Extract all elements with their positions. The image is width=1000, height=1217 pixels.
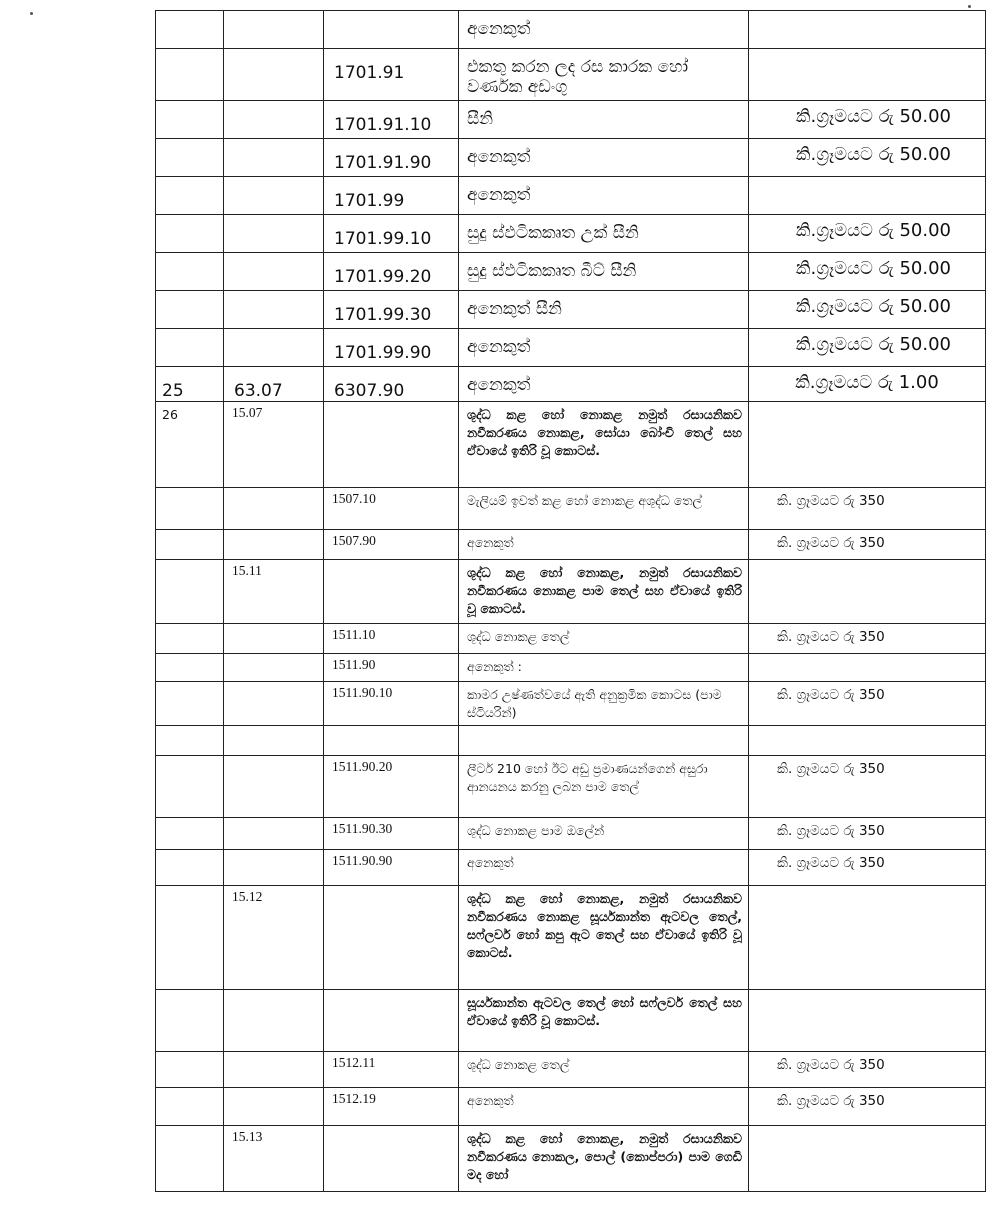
tariff-table [155,10,986,1192]
item-number-cell [156,329,224,367]
scan-speck [30,12,33,15]
duty-rate-cell [749,886,986,990]
table-row [156,177,986,215]
hs-heading-cell: 15.11 [224,560,324,624]
table-row [156,818,986,850]
hs-code-cell: 1511.90.90 [324,850,459,886]
hs-code-cell [324,990,459,1052]
item-number-cell [156,291,224,329]
duty-rate-cell: කි.ග්‍රෑමයට රු 50.00 [749,291,986,329]
item-number-cell [156,139,224,177]
hs-heading-cell [224,11,324,49]
item-number-cell [156,1088,224,1126]
duty-rate-cell: කි.ග්‍රෑමයට රු 1.00 [749,367,986,402]
table-row [156,850,986,886]
hs-heading-cell: 15.07 [224,402,324,488]
hs-code-cell: 1507.90 [324,530,459,560]
hs-code-cell: 1507.10 [324,488,459,530]
duty-rate-cell: කි. ග්‍රෑමයට රු 350 [749,1052,986,1088]
duty-rate-cell: කි. ග්‍රෑමයට රු 350 [749,488,986,530]
hs-heading-cell: 15.13 [224,1126,324,1192]
item-number-cell [156,1126,224,1192]
duty-rate-cell [749,1126,986,1192]
table-row [156,291,986,329]
description-cell: ලීටර් 210 හෝ ඊට අඩු ප්‍රමාණයන්ගෙන් අසුරා ආනයනය කරනු ලබන පාම තෙල් [459,756,749,818]
hs-heading-cell [224,654,324,682]
table-row [156,756,986,818]
description-cell: අනෙකුත් [459,850,749,886]
hs-heading-cell [224,624,324,654]
duty-rate-cell: කි.ග්‍රෑමයට රු 50.00 [749,253,986,291]
description-cell [459,726,749,756]
hs-code-cell: 6307.90 [324,367,459,402]
hs-heading-cell [224,726,324,756]
description-cell: සුදු ස්ඵටිකකෘත බීට් සීනි [459,253,749,291]
hs-code-cell [324,726,459,756]
description-cell: අනෙකුත් : [459,654,749,682]
duty-rate-cell: කි.ග්‍රෑමයට රු 50.00 [749,101,986,139]
table-row [156,726,986,756]
table-row [156,530,986,560]
duty-rate-cell [749,11,986,49]
description-cell: සුදු ස්ඵටිකකෘත උක් සීනි [459,215,749,253]
duty-rate-cell: කි. ග්‍රෑමයට රු 350 [749,1088,986,1126]
description-cell: කාමර උෂ්ණත්වයේ ඇති අනුක්‍රමික කොටස (පාම ස්ටියරින්) [459,682,749,726]
table-row [156,682,986,726]
duty-rate-cell: කි. ග්‍රෑමයට රු 350 [749,624,986,654]
item-number-cell [156,1052,224,1088]
description-cell: අනෙකුත් සීනි [459,291,749,329]
duty-rate-cell: කි. ග්‍රෑමයට රු 350 [749,530,986,560]
description-cell: ශුද්ධ කළ හෝ නොකළ, නමුත් රසායනිකව නවීකරණය නොකළ සූර්යකාන්ත ඇටවල තෙල්, සෆ්ලවර් හෝ කපු ඇට තෙල් සහ ඒවායේ ඉතිරි වූ කොටස්. [459,886,749,990]
hs-code-cell: 1701.99.20 [324,253,459,291]
description-cell: අනෙකුත් [459,367,749,402]
description-cell: අනෙකුත් [459,11,749,49]
duty-rate-cell [749,560,986,624]
table-row [156,990,986,1052]
item-number-cell: 26 [156,402,224,488]
hs-code-cell: 1511.10 [324,624,459,654]
description-cell: අනෙකුත් [459,177,749,215]
item-number-cell [156,756,224,818]
description-cell: අනෙකුත් [459,530,749,560]
hs-heading-cell [224,49,324,101]
hs-heading-cell [224,329,324,367]
item-number-cell: 25 [156,367,224,402]
duty-rate-cell: කි.ග්‍රෑමයට රු 50.00 [749,329,986,367]
description-cell: අනෙකුත් [459,1088,749,1126]
item-number-cell [156,726,224,756]
table-row [156,329,986,367]
description-cell: ශුද්ධ නොකළ තෙල් [459,1052,749,1088]
table-row [156,624,986,654]
hs-heading-cell [224,488,324,530]
item-number-cell [156,177,224,215]
duty-rate-cell [749,402,986,488]
hs-heading-cell [224,139,324,177]
description-cell: ශුද්ධ නොකළ පාම ඔලේන් [459,818,749,850]
hs-code-cell: 1701.99.10 [324,215,459,253]
scan-speck [968,5,971,8]
item-number-cell [156,850,224,886]
table-row [156,1126,986,1192]
hs-heading-cell [224,101,324,139]
hs-code-cell [324,11,459,49]
item-number-cell [156,253,224,291]
table-row [156,654,986,682]
duty-rate-cell [749,654,986,682]
duty-rate-cell [749,49,986,101]
hs-code-cell: 1512.19 [324,1088,459,1126]
item-number-cell [156,101,224,139]
table-row [156,367,986,402]
hs-code-cell: 1511.90.30 [324,818,459,850]
hs-code-cell: 1512.11 [324,1052,459,1088]
hs-heading-cell: 15.12 [224,886,324,990]
item-number-cell [156,990,224,1052]
description-cell: මැලියම් ඉවත් කළ හෝ නොකළ අශුද්ධ තෙල් [459,488,749,530]
table-row [156,49,986,101]
description-cell: ශුද්ධ කළ හෝ නොකළ නමුත් රසායනිකව නවීකරණය නොකළ, සෝයා බෝංචි තෙල් සහ ඒවායේ ඉතිරි වූ කොටස්. [459,402,749,488]
hs-heading-cell [224,215,324,253]
hs-code-cell: 1511.90 [324,654,459,682]
item-number-cell [156,530,224,560]
duty-rate-cell: කි. ග්‍රෑමයට රු 350 [749,756,986,818]
hs-heading-cell [224,990,324,1052]
hs-code-cell [324,560,459,624]
description-cell: එකතු කරන ලද රස කාරක හෝ වර්ණක අඩංගු [459,49,749,101]
hs-heading-cell [224,530,324,560]
hs-heading-cell [224,756,324,818]
description-cell: සීනි [459,101,749,139]
table-row [156,101,986,139]
table-row [156,1088,986,1126]
item-number-cell [156,886,224,990]
tariff-table-body [156,11,986,1192]
hs-heading-cell [224,1052,324,1088]
hs-code-cell: 1701.99.30 [324,291,459,329]
duty-rate-cell [749,177,986,215]
hs-heading-cell [224,850,324,886]
hs-heading-cell: 63.07 [224,367,324,402]
description-cell: ශුද්ධ කළ හෝ නොකළ, නමුත් රසායනිකව නවීකරණය නොකල, පොල් (කොප්පරා) පාම ගෙඩි මද හෝ [459,1126,749,1192]
description-cell: ශුද්ධ කළ හෝ නොකළ, නමුත් රසායනිකව නවීකරණය නොකළ පාම තෙල් සහ ඒවායේ ඉතිරි වූ කොටස්. [459,560,749,624]
table-row [156,253,986,291]
item-number-cell [156,215,224,253]
hs-heading-cell [224,177,324,215]
hs-code-cell [324,886,459,990]
duty-rate-cell: කි. ග්‍රෑමයට රු 350 [749,850,986,886]
table-row [156,11,986,49]
table-row [156,215,986,253]
hs-code-cell: 1511.90.20 [324,756,459,818]
duty-rate-cell: කි. ග්‍රෑමයට රු 350 [749,682,986,726]
hs-heading-cell [224,682,324,726]
item-number-cell [156,624,224,654]
hs-code-cell: 1701.99 [324,177,459,215]
item-number-cell [156,654,224,682]
description-cell: සූර්යකාන්ත ඇටවල තෙල් හෝ සෆ්ලවර් තෙල් සහ ඒවායේ ඉතිරි වූ කොටස්. [459,990,749,1052]
item-number-cell [156,11,224,49]
hs-heading-cell [224,1088,324,1126]
description-cell: ශුද්ධ නොකළ තෙල් [459,624,749,654]
hs-code-cell [324,1126,459,1192]
table-row [156,402,986,488]
hs-heading-cell [224,818,324,850]
description-cell: අනෙකුත් [459,329,749,367]
item-number-cell [156,488,224,530]
hs-code-cell [324,402,459,488]
hs-heading-cell [224,253,324,291]
duty-rate-cell: කි. ග්‍රෑමයට රු 350 [749,818,986,850]
hs-code-cell: 1701.91.10 [324,101,459,139]
item-number-cell [156,49,224,101]
duty-rate-cell [749,726,986,756]
duty-rate-cell [749,990,986,1052]
table-row [156,560,986,624]
duty-rate-cell: කි.ග්‍රෑමයට රු 50.00 [749,139,986,177]
hs-code-cell: 1511.90.10 [324,682,459,726]
duty-rate-cell: කි.ග්‍රෑමයට රු 50.00 [749,215,986,253]
table-row [156,488,986,530]
item-number-cell [156,682,224,726]
item-number-cell [156,560,224,624]
hs-heading-cell [224,291,324,329]
description-cell: අනෙකුත් [459,139,749,177]
table-row [156,886,986,990]
item-number-cell [156,818,224,850]
hs-code-cell: 1701.99.90 [324,329,459,367]
hs-code-cell: 1701.91 [324,49,459,101]
table-row [156,1052,986,1088]
table-row [156,139,986,177]
hs-code-cell: 1701.91.90 [324,139,459,177]
